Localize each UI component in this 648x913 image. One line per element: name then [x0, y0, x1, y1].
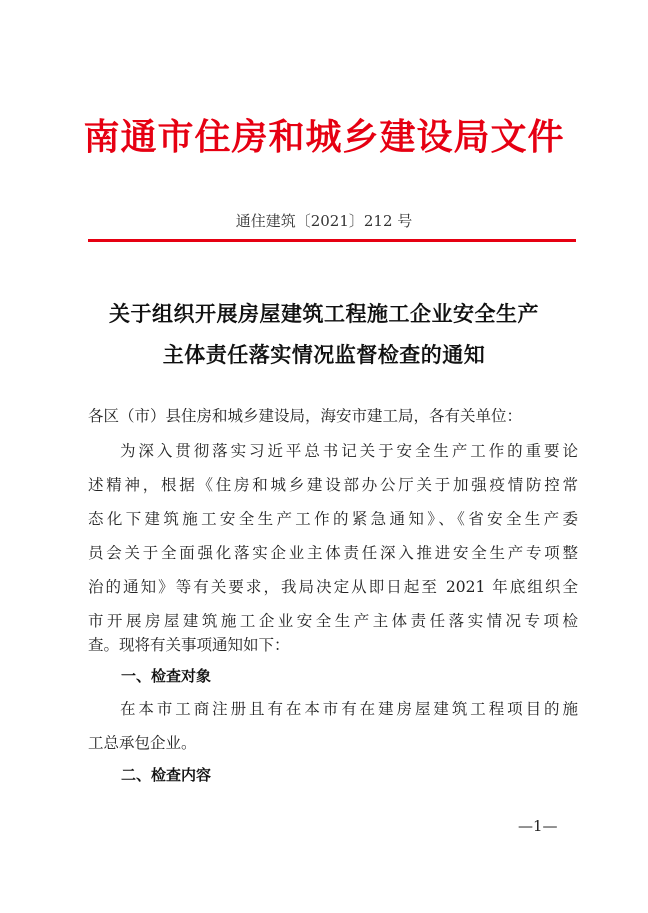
paragraph-line: 治的通知》等有关要求，我局决定从即日起至 2021 年底组织全 [88, 578, 578, 596]
section-heading-1: 一、检查对象 [121, 667, 212, 685]
paragraph-line: 查。现将有关事项通知如下： [88, 636, 290, 654]
paragraph-line: 工总承包企业。 [88, 734, 197, 752]
red-divider-line [88, 239, 576, 242]
paragraph-line: 市开展房屋建筑施工企业安全生产主体责任落实情况专项检 [88, 612, 578, 630]
notice-title-line-2: 主体责任落实情况监督检查的通知 [162, 342, 486, 367]
paragraph-line: 述精神，根据《住房和城乡建设部办公厅关于加强疫情防控常 [88, 476, 578, 494]
document-number: 通住建筑〔2021〕212 号 [235, 212, 413, 230]
section-heading-2: 二、检查内容 [121, 766, 212, 784]
notice-title-line-1: 关于组织开展房屋建筑工程施工企业安全生产 [109, 301, 539, 326]
paragraph-line: 在本市工商注册且有在本市有在建房屋建筑工程项目的施 [120, 700, 578, 718]
paragraph-line: 态化下建筑施工安全生产工作的紧急通知》、《省安全生产委 [88, 510, 578, 528]
masthead-title: 南通市住房和城乡建设局文件 [83, 116, 565, 158]
page-number: —1— [518, 817, 558, 835]
paragraph-line: 员会关于全面强化落实企业主体责任深入推进安全生产专项整 [88, 544, 578, 562]
salutation: 各区（市）县住房和城乡建设局，海安市建工局，各有关单位： [88, 407, 523, 425]
paragraph-line: 为深入贯彻落实习近平总书记关于安全生产工作的重要论 [120, 442, 578, 460]
